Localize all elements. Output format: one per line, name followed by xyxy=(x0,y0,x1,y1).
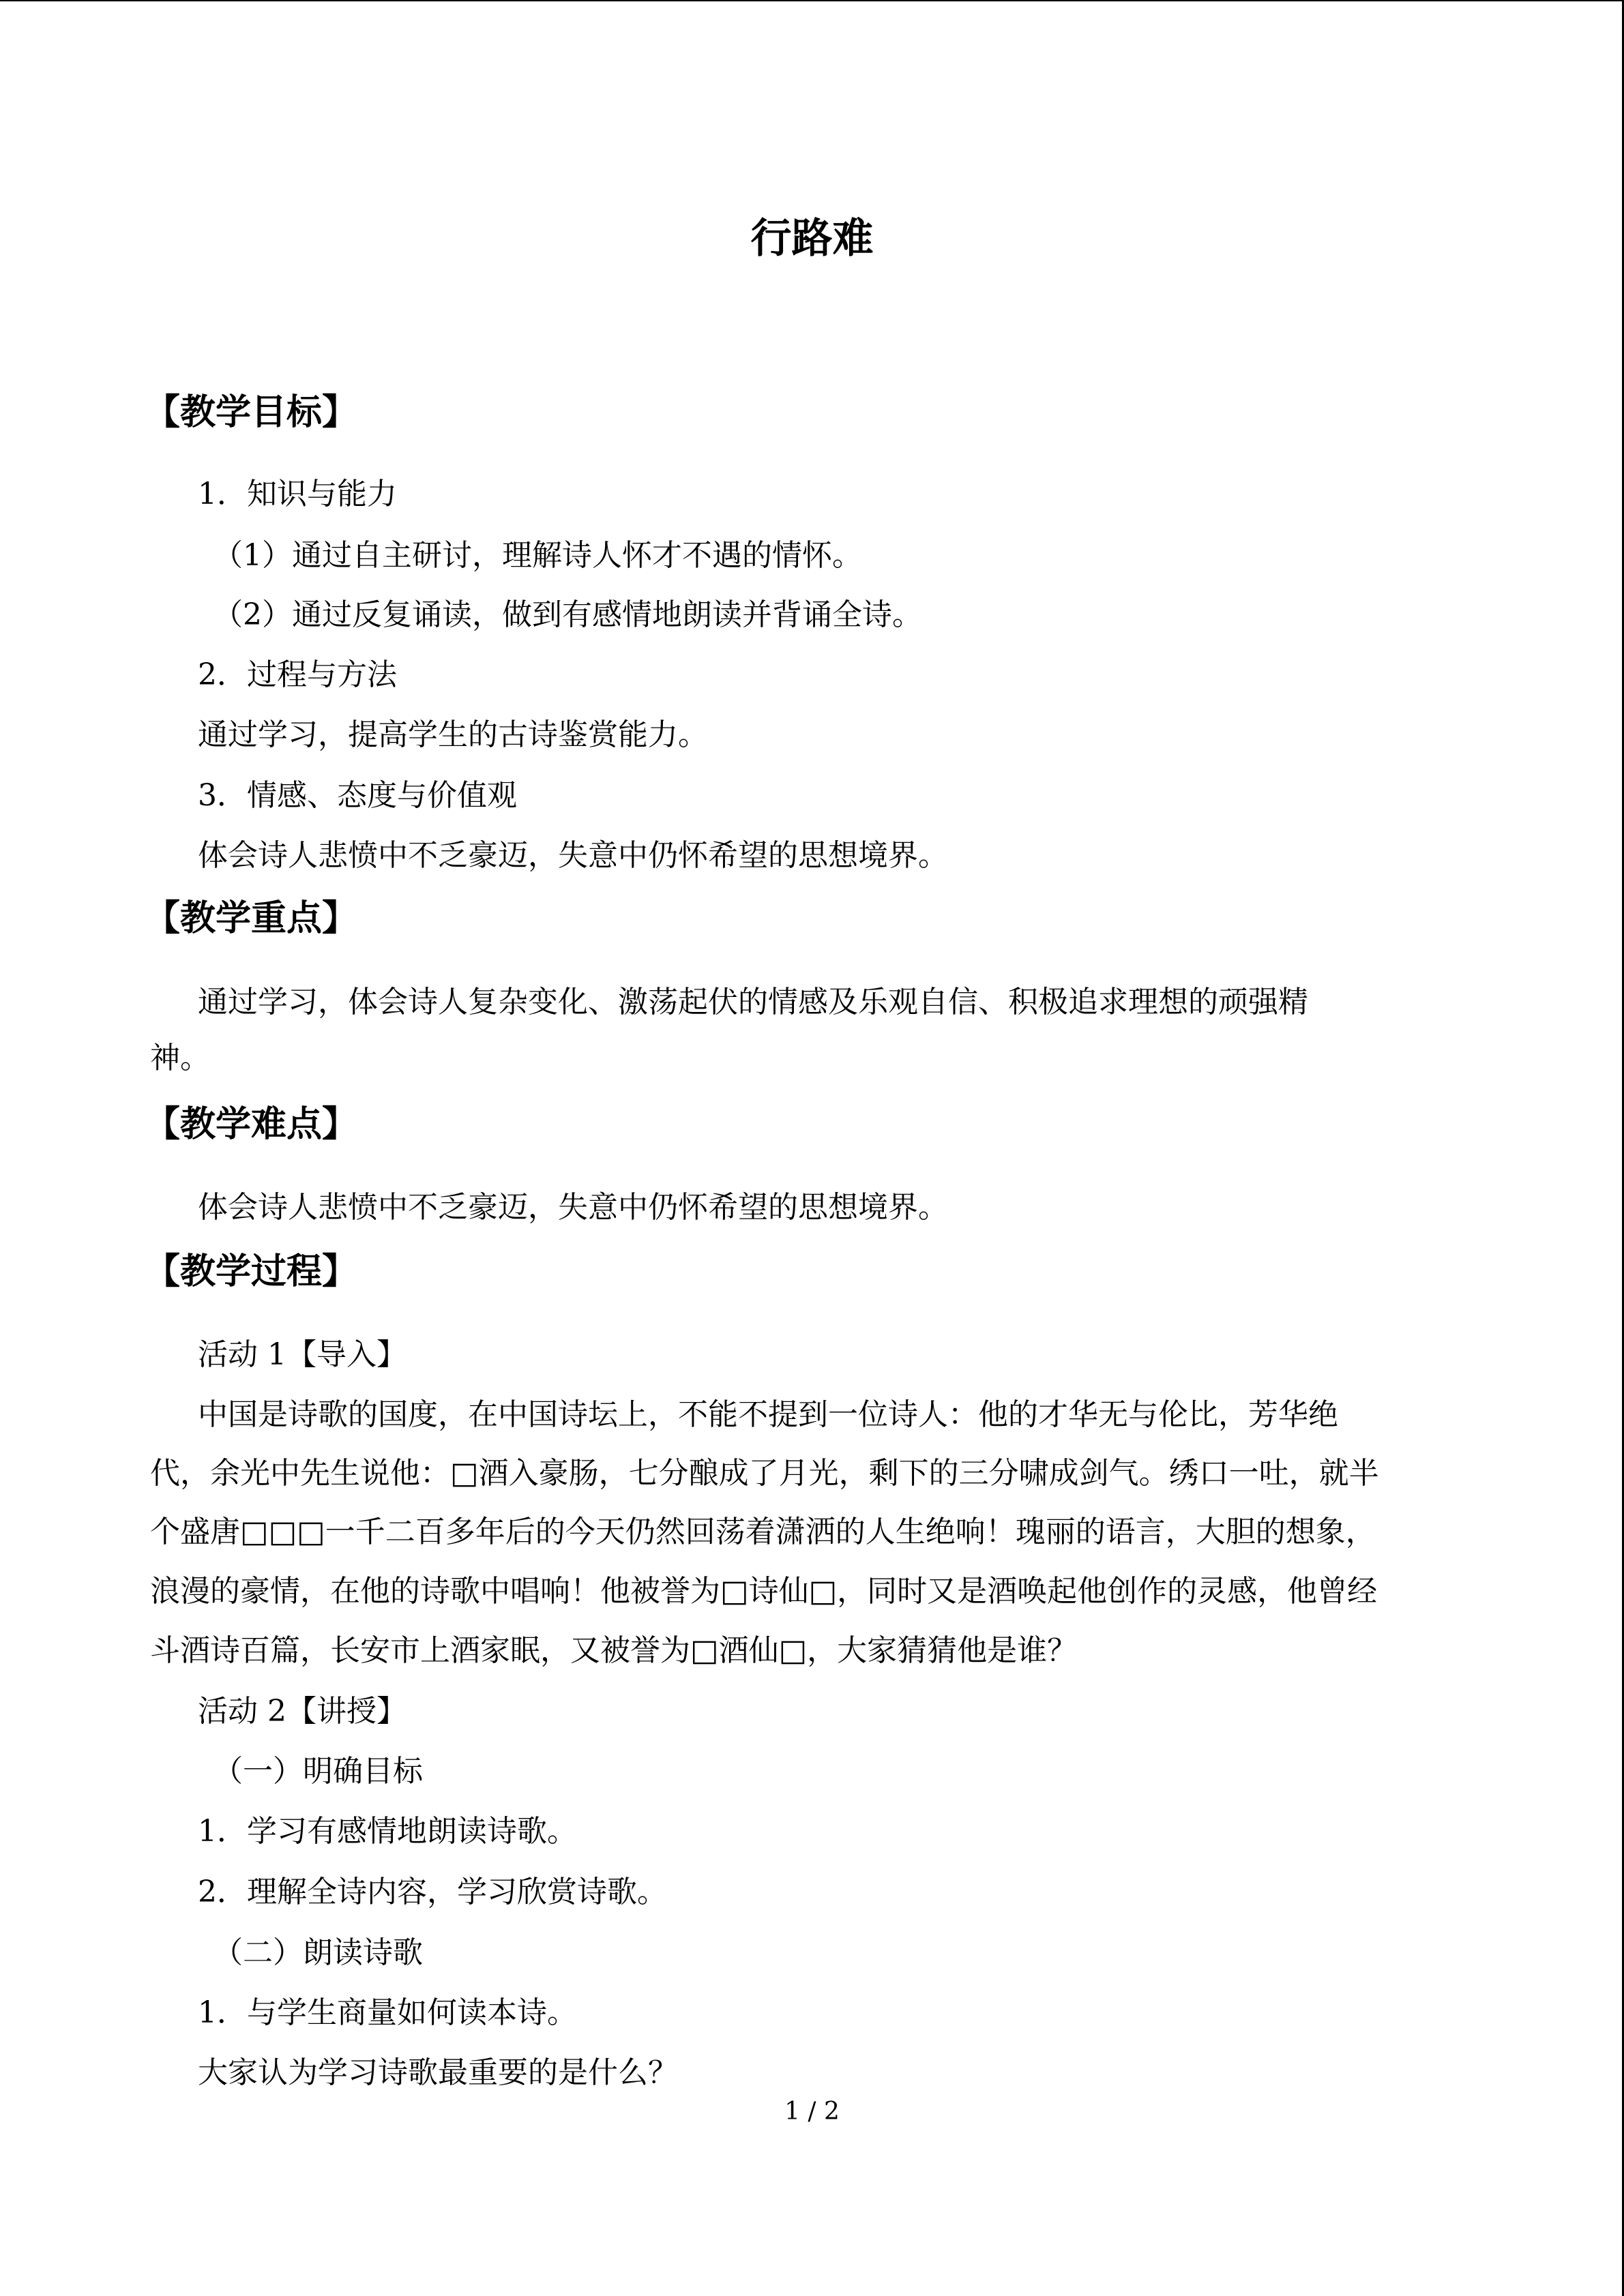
section-heading-goals: 【教学目标】 xyxy=(145,391,358,433)
process-line: 代，余光中先生说他：□酒入豪肠，七分酿成了月光，剩下的三分啸成剑气。绣口一吐，就半 xyxy=(150,1456,1379,1491)
page-number: 1 / 2 xyxy=(784,2098,840,2126)
goal-line: （2）通过反复诵读，做到有感情地朗读并背诵全诗。 xyxy=(213,597,922,632)
process-line: 1．与学生商量如何读本诗。 xyxy=(198,1995,577,2030)
section-heading-key: 【教学重点】 xyxy=(145,897,358,939)
key-line: 神。 xyxy=(150,1041,210,1075)
process-line: （一）明确目标 xyxy=(213,1754,423,1789)
process-line: 斗酒诗百篇，长安市上酒家眠，又被誉为□酒仙□，大家猜猜他是谁？ xyxy=(150,1633,1078,1668)
process-line: 活动 1【导入】 xyxy=(198,1337,407,1372)
process-line: （二）朗读诗歌 xyxy=(213,1935,423,1970)
goal-line: 通过学习，提高学生的古诗鉴赏能力。 xyxy=(198,717,708,752)
difficult-line: 体会诗人悲愤中不乏豪迈，失意中仍怀希望的思想境界。 xyxy=(198,1190,948,1225)
process-line: 大家认为学习诗歌最重要的是什么？ xyxy=(198,2055,678,2090)
goal-line: 2．过程与方法 xyxy=(198,657,397,692)
process-line: 中国是诗歌的国度，在中国诗坛上，不能不提到一位诗人：他的才华无与伦比，芳华绝 xyxy=(198,1397,1338,1432)
goal-line: 1．知识与能力 xyxy=(198,477,397,511)
key-line: 通过学习，体会诗人复杂变化、激荡起伏的情感及乐观自信、积极追求理想的顽强精 xyxy=(198,985,1308,1019)
page-top-border xyxy=(0,0,1624,1)
process-line: 2．理解全诗内容，学习欣赏诗歌。 xyxy=(198,1875,667,1909)
goal-line: （1）通过自主研讨，理解诗人怀才不遇的情怀。 xyxy=(213,538,862,573)
process-line: 活动 2【讲授】 xyxy=(198,1694,407,1729)
page-title: 行路难 xyxy=(750,215,874,263)
process-line: 个盛唐□□□一千二百多年后的今天仍然回荡着潇洒的人生绝响！瑰丽的语言，大胆的想象， xyxy=(150,1515,1376,1549)
process-line: 浪漫的豪情，在他的诗歌中唱响！他被誉为□诗仙□，同时又是酒唤起他创作的灵感，他曾经 xyxy=(150,1574,1378,1609)
section-heading-difficult: 【教学难点】 xyxy=(145,1103,358,1145)
process-line: 1．学习有感情地朗读诗歌。 xyxy=(198,1814,577,1849)
section-heading-process: 【教学过程】 xyxy=(145,1251,358,1292)
goal-line: 3．情感、态度与价值观 xyxy=(198,778,517,813)
goal-line: 体会诗人悲愤中不乏豪迈，失意中仍怀希望的思想境界。 xyxy=(198,838,948,873)
